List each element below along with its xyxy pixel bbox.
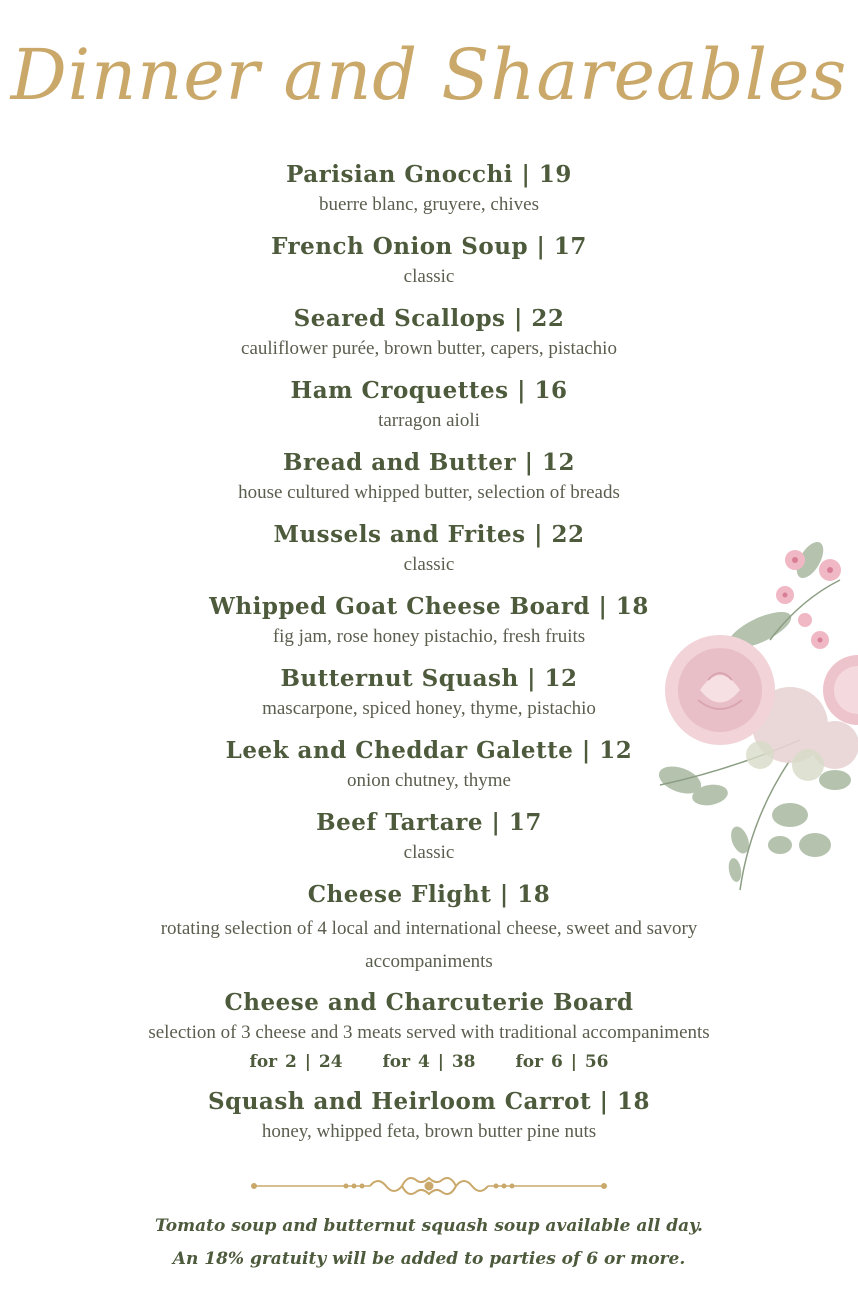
item-description: mascarpone, spiced honey, thyme, pistachio	[262, 698, 596, 719]
item-name: Ham Croquettes | 16	[290, 377, 568, 404]
item-name: Bread and Butter | 12	[283, 449, 575, 476]
rose-bouquet-icon	[640, 540, 858, 900]
item-description: fig jam, rose honey pistachio, fresh fruits	[272, 626, 586, 647]
item-description: tarragon aioli	[378, 410, 480, 431]
item-name: Cheese and Charcuterie Board	[224, 989, 634, 1016]
size-option: for 6 | 56	[515, 1052, 609, 1072]
item-name: Cheese Flight | 18	[307, 881, 551, 908]
menu-title: Dinner and Shareables	[10, 34, 848, 116]
size-options	[0, 1045, 858, 1079]
item-name: Mussels and Frites | 22	[273, 521, 585, 548]
menu-item	[0, 1085, 858, 1144]
menu-item	[0, 302, 858, 361]
item-name: Beef Tartare | 17	[316, 809, 542, 836]
ornamental-divider-icon	[250, 1172, 608, 1200]
item-name: Whipped Goat Cheese Board | 18	[209, 593, 649, 620]
item-description: onion chutney, thyme	[347, 770, 511, 791]
item-description: classic	[403, 554, 455, 575]
menu-item	[0, 158, 858, 217]
item-description: classic	[403, 842, 455, 863]
footer-line: Tomato soup and butternut squash soup available all day.	[155, 1216, 703, 1236]
item-description: house cultured whipped butter, selection of breads	[238, 482, 620, 503]
footer-line: An 18% gratuity will be added to parties of 6 or more.	[172, 1249, 686, 1269]
item-description: cauliflower purée, brown butter, capers, pistachio	[241, 338, 617, 359]
item-description: classic	[403, 266, 455, 287]
size-option: for 2 | 24	[249, 1052, 343, 1072]
menu-item	[0, 986, 858, 1079]
menu-item	[0, 446, 858, 505]
item-name: Seared Scallops | 22	[293, 305, 565, 332]
item-description: buerre blanc, gruyere, chives	[319, 194, 539, 215]
item-name: Parisian Gnocchi | 19	[286, 161, 572, 188]
item-name: French Onion Soup | 17	[271, 233, 587, 260]
item-name: Leek and Cheddar Galette | 12	[225, 737, 633, 764]
item-name: Squash and Heirloom Carrot | 18	[208, 1088, 650, 1115]
item-description: honey, whipped feta, brown butter pine nuts	[261, 1121, 597, 1142]
item-description: selection of 3 cheese and 3 meats served with traditional accompaniments	[148, 1022, 710, 1043]
footer-notes	[0, 1210, 858, 1276]
item-name: Butternut Squash | 12	[280, 665, 578, 692]
size-option: for 4 | 38	[382, 1052, 476, 1072]
item-description: rotating selection of 4 local and international cheese, sweet and savory accompaniments	[160, 918, 698, 972]
menu-item	[0, 230, 858, 289]
menu-item	[0, 374, 858, 433]
